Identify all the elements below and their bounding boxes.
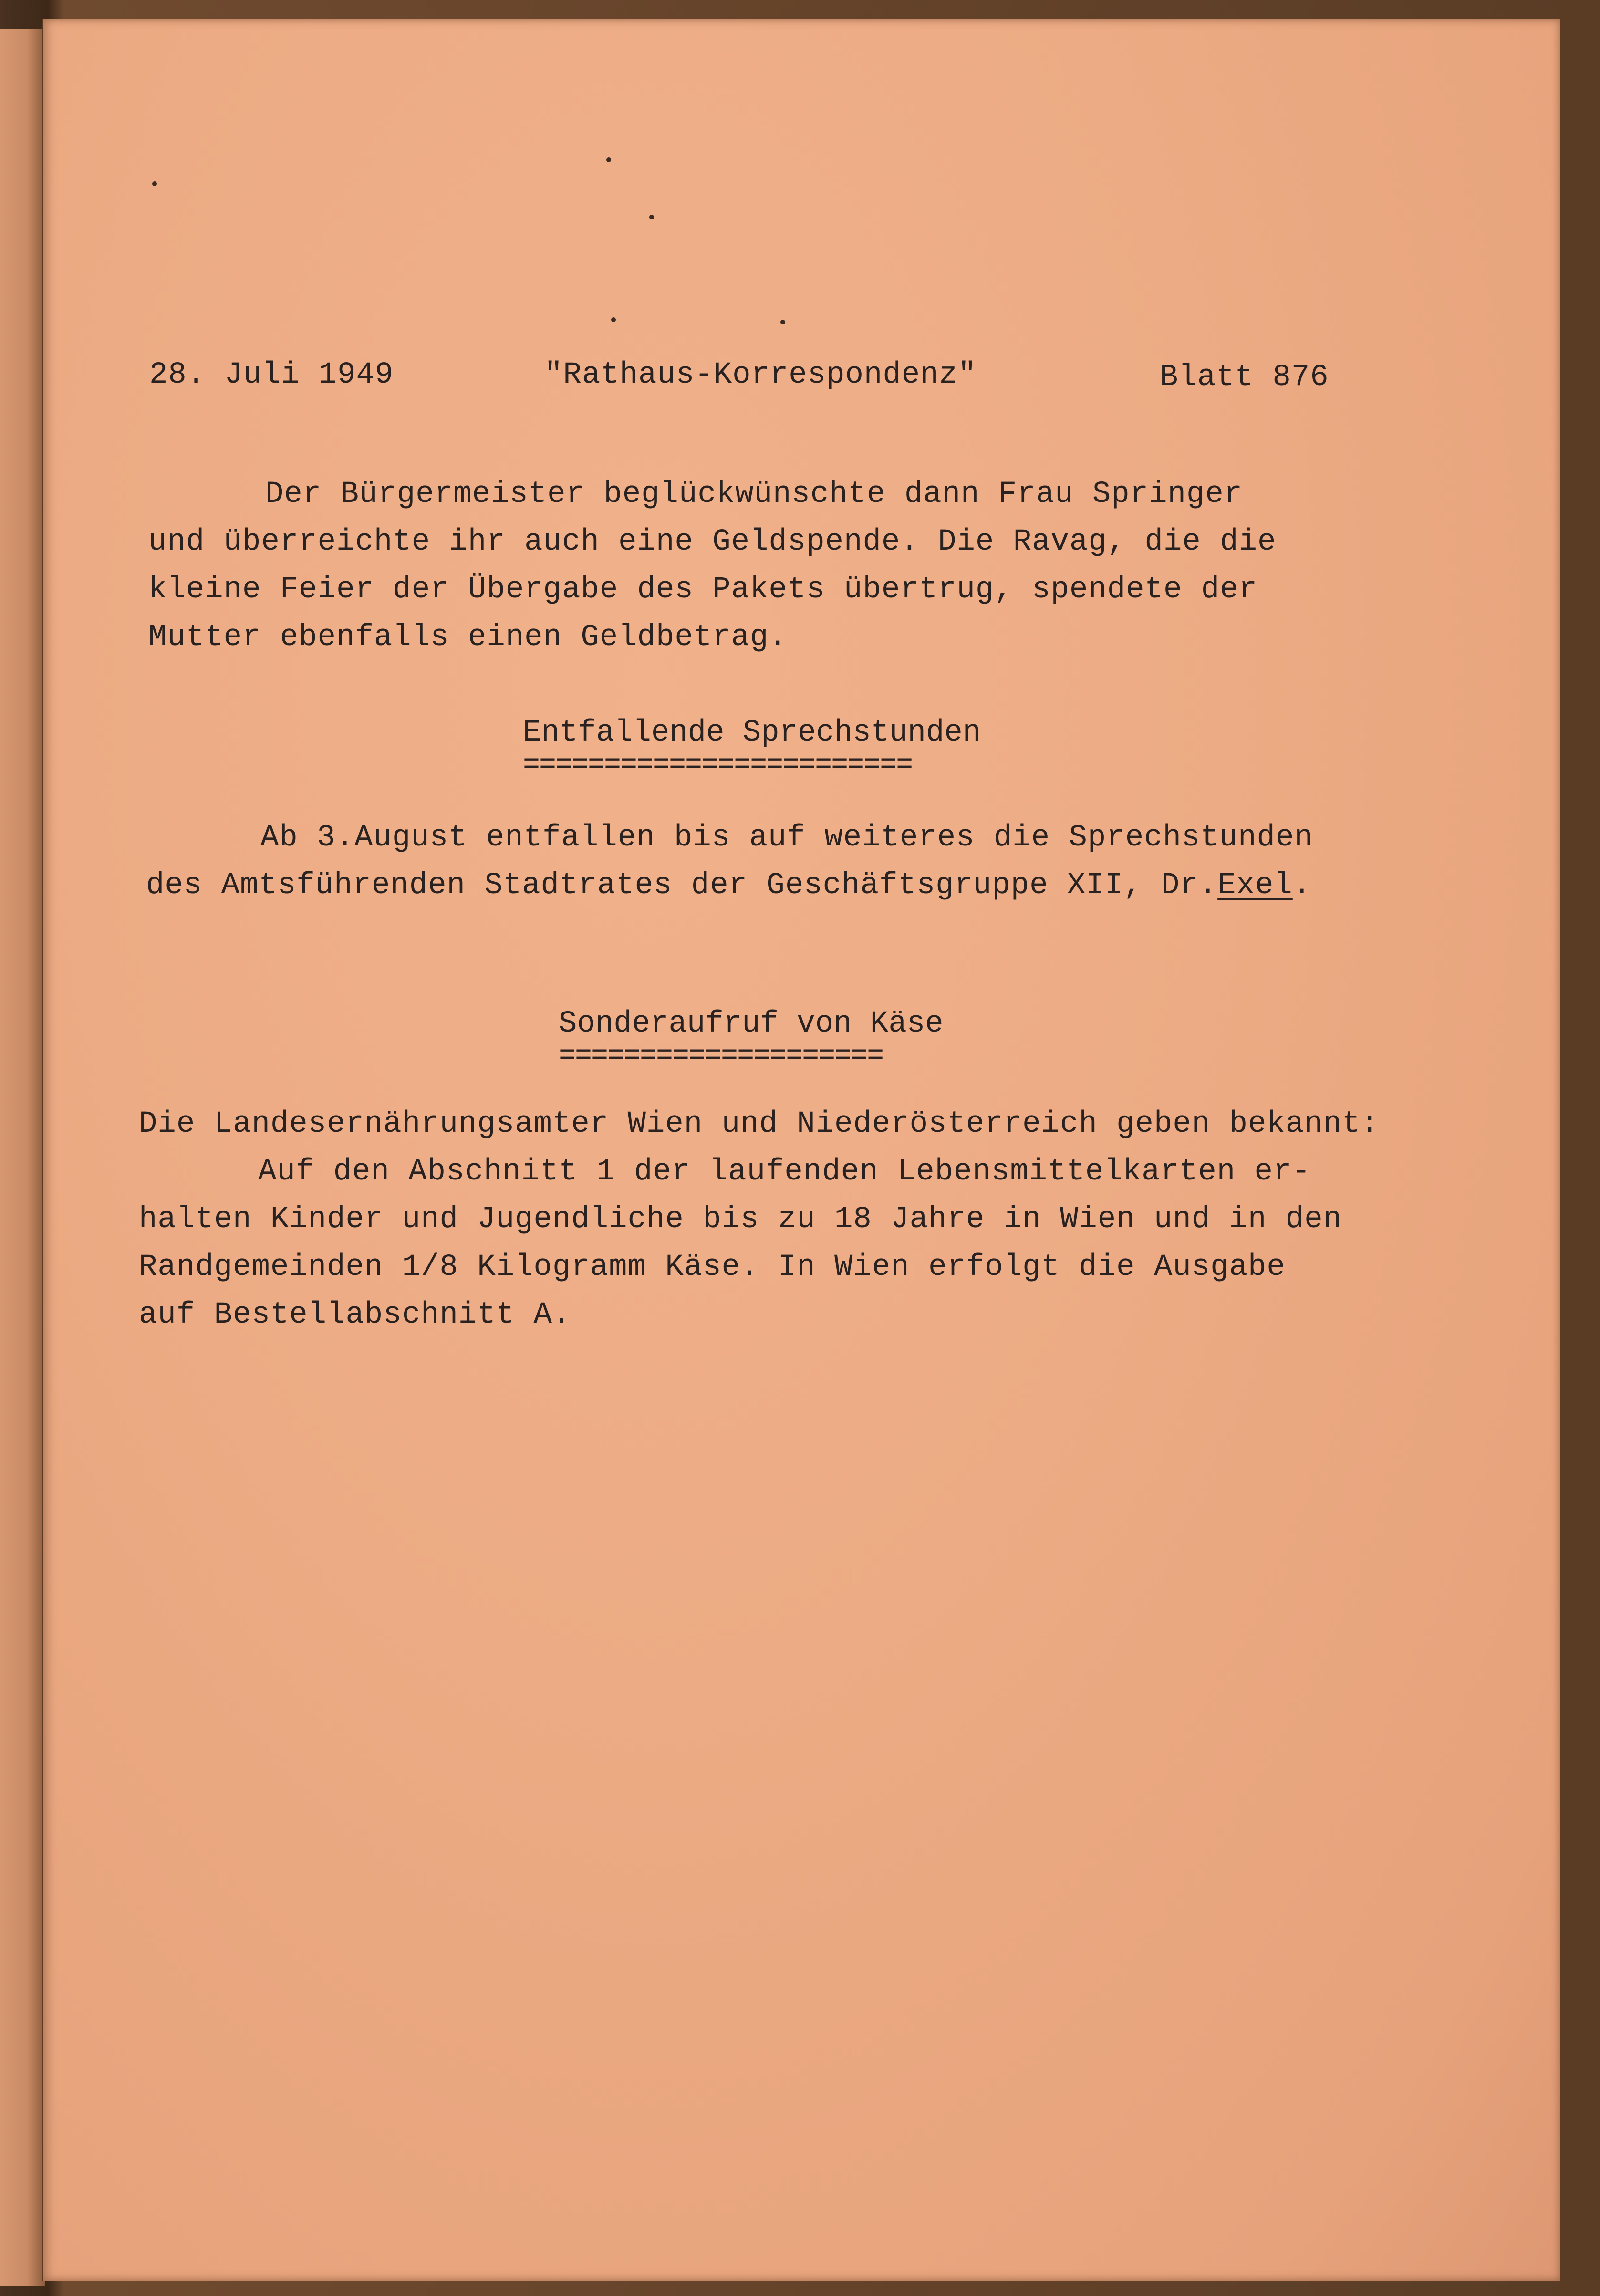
facing-page-edge [0,29,46,2286]
speck [152,181,157,186]
speck [649,215,654,219]
paragraph-line-text: des Amtsführenden Stadtrates der Geschäftsgruppe XII, Dr. [146,868,1218,903]
paragraph-line: Auf den Abschnitt 1 der laufenden Lebensmittelkarten er- [258,1155,1311,1189]
speck [611,317,616,322]
paragraph-line: auf Bestellabschnitt A. [139,1298,571,1332]
paragraph-line: Der Bürgermeister beglückwünschte dann Frau Springer [265,477,1243,511]
underlined-name: Exel [1217,868,1293,903]
header-date: 28. Juli 1949 [149,358,394,392]
header-title: "Rathaus-Korrespondenz" [544,358,977,392]
paragraph-line: Randgemeinden 1/8 Kilogramm Käse. In Wien erfolgt die Ausgabe [139,1250,1286,1284]
paragraph-line: halten Kinder und Jugendliche bis zu 18 Jahre in Wien und in den [139,1202,1342,1237]
heading-underline-rule: ==================== [559,1040,883,1073]
document-page [42,19,1560,2281]
paragraph-line: und überreichte ihr auch eine Geldspende. Die Ravag, die die [148,525,1277,559]
speck [606,157,611,162]
header-sheet-number: Blatt 876 [1160,360,1329,395]
paragraph-line: kleine Feier der Übergabe des Pakets übertrug, spendete der [148,573,1257,607]
paragraph-line [146,868,1311,903]
speck [780,320,785,324]
paragraph-line: Mutter ebenfalls einen Geldbetrag. [148,620,788,655]
heading-underline-rule: ======================== [523,749,913,782]
line-end-period: . [1292,868,1312,903]
section-heading: Entfallende Sprechstunden [523,716,981,750]
paragraph-line: Die Landesernährungsamter Wien und Niederösterreich geben bekannt: [139,1107,1380,1141]
paragraph-line: Ab 3.August entfallen bis auf weiteres die Sprechstunden [260,821,1313,855]
section-heading: Sonderaufruf von Käse [559,1007,944,1041]
